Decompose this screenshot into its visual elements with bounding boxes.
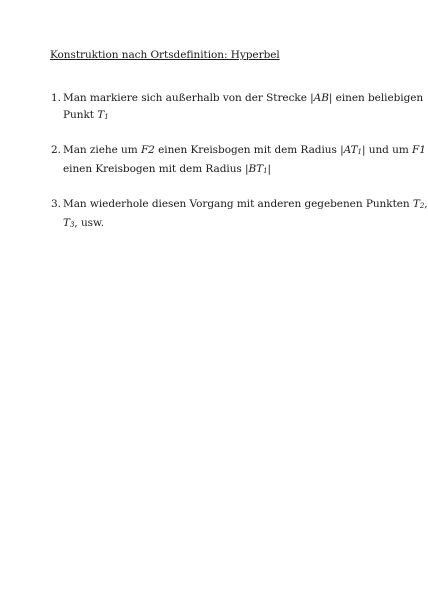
step-2-line-1 (63, 142, 426, 161)
math-subscript: 1 (263, 167, 268, 175)
math-subscript: 2 (419, 202, 425, 210)
math-bt: BT (248, 163, 264, 175)
step-1-line-1 (63, 90, 424, 107)
step-number: 1. (51, 92, 62, 104)
step-1 (0, 90, 424, 126)
text: , (424, 198, 428, 210)
math-subscript: 1 (357, 148, 362, 156)
math-subscript: 1 (104, 113, 109, 121)
document-title: Konstruktion nach Ortsdefinition: Hyperbel (50, 49, 280, 61)
step-3 (0, 196, 428, 234)
text: Man wiederhole diesen Vorgang mit anderen gegebenen Punkten (63, 198, 413, 210)
step-3-line-2 (63, 215, 373, 234)
math-ab: AB (313, 92, 329, 104)
math-t: T (412, 198, 420, 210)
math-f1: F1 (412, 144, 426, 156)
step-2-line-2 (63, 161, 373, 180)
text: einen Kreisbogen mit dem Radius | (154, 144, 344, 156)
math-f2: F2 (140, 144, 155, 156)
text: | einen beliebigen (328, 92, 424, 104)
math-t: T (97, 109, 105, 121)
steps-list (0, 90, 428, 250)
text: Punkt (63, 109, 98, 121)
step-1-line-2 (63, 107, 373, 126)
math-at: AT (343, 144, 358, 156)
text: | (267, 163, 272, 175)
math-subscript: 3 (69, 221, 75, 229)
text: | und um (361, 144, 413, 156)
text: einen Kreisbogen mit dem Radius | (63, 163, 249, 175)
step-2 (0, 142, 426, 180)
math-t: T (63, 217, 70, 229)
step-3-line-1 (63, 196, 428, 215)
step-number: 3. (51, 198, 62, 210)
text: , usw. (74, 217, 104, 229)
step-number: 2. (51, 144, 62, 156)
text: Man ziehe um (63, 144, 141, 156)
text: Man markiere sich außerhalb von der Strecke | (63, 92, 314, 104)
